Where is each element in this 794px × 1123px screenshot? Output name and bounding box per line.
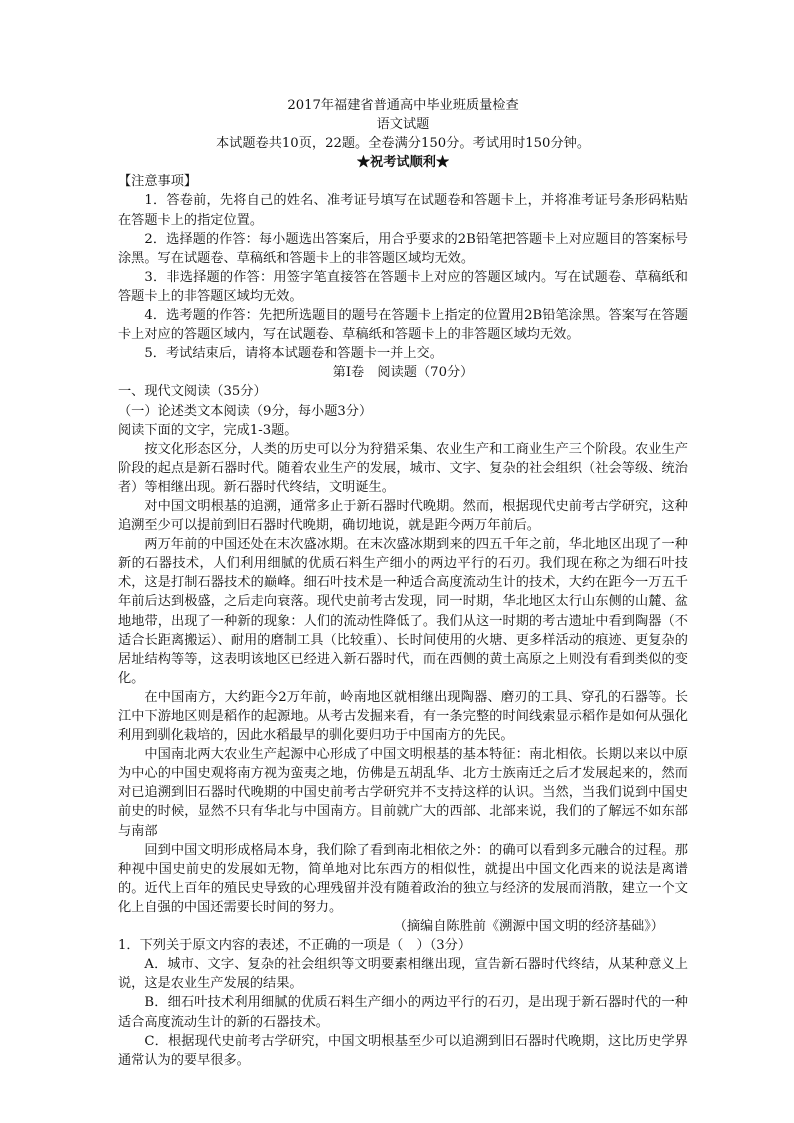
- volume-heading: 第Ⅰ卷 阅读题（70分）: [332, 365, 474, 381]
- sub-heading: （一）论述类文本阅读（9分，每小题3分）: [118, 403, 373, 419]
- article-paragraph-3: 两万年前的中国还处在末次盛冰期。在末次盛冰期到来的四五千年之前，华北地区出现了一种新的石器技术，人们利用细腻的优质石料生产细小的两边平行的石刃。我们现在称之为细石叶技术，这是打制石器技术的巅峰。细石叶技术是一种适合高度流动生计的技术，大约在距今一万五千年前后达到极盛，之后走向衰落。现代史前考古发现，同一时期，华北地区太行山东侧的山麓、盆地地带，出现了一种新的现象：人们的流动性降低了。我们从这一时期的考古遗址中看到陶器（不适合长距离搬运）、耐用的磨制工具（比较重）、长时间使用的火塘、更多样活动的痕迹、更复杂的居址结构等等，这表明该地区已经进入新石器时代，而在西侧的黄土高原之上则没有看到类似的变化。: [118, 537, 688, 686]
- article-paragraph-1: 按文化形态区分，人类的历史可以分为狩猎采集、农业生产和工商业生产三个阶段。农业生产阶段的起点是新石器时代。随着农业生产的发展，城市、文字、复杂的社会组织（社会等级、统治者）等相继出现。新石器时代终结，文明诞生。: [118, 441, 688, 495]
- exam-page: [118, 96, 688, 1070]
- exam-wish: ★祝考试顺利★: [356, 155, 450, 171]
- reading-instruction: 阅读下面的文字，完成1-3题。: [118, 422, 298, 438]
- exam-subtitle: 语文试题: [376, 117, 430, 133]
- notice-item-2: 2．选择题的作答：每小题选出答案后，用合乎要求的2B铅笔把答题卡上对应题目的答案标号涂黑。写在试题卷、草稿纸和答题卡上的非答题区域均无效。: [118, 231, 688, 266]
- part-heading: 一、现代文阅读（35分）: [118, 384, 267, 400]
- notice-item-1: 1．答卷前，先将自己的姓名、准考证号填写在试题卷和答题卡上，并将准考证号条形码粘贴在答题卡上的指定位置。: [118, 193, 688, 228]
- question-option-b: B．细石叶技术利用细腻的优质石料生产细小的两边平行的石刃，是出现于新石器时代的一种适合高度流动生计的新的石器技术。: [118, 995, 688, 1030]
- exam-info: 本试题卷共10页，22题。全卷满分150分。考试用时150分钟。: [215, 136, 591, 152]
- article-source: （摘编自陈胜前《溯源中国文明的经济基础》）: [393, 919, 664, 935]
- article-paragraph-6: 回到中国文明形成格局本身，我们除了看到南北相依之外：的确可以看到多元融合的过程。那种视中国史前史的发展如无物，简单地对比东西方的相似性，就提出中国文化西来的说法是离谱的。近代上百年的殖民史导致的心理残留并没有随着政治的独立与经济的发展而消散，建立一个文化上自强的中国还需要长时间的努力。: [118, 842, 688, 915]
- notice-item-5: 5．考试结束后，请将本试题卷和答题卡一并上交。: [144, 346, 443, 362]
- question-option-a: A．城市、文字、复杂的社会组织等文明要素相继出现，宣告新石器时代终结，从某种意义上说，这是农业生产发展的结果。: [118, 957, 688, 992]
- notice-heading: 【注意事项】: [118, 174, 198, 190]
- question-stem: 1．下列关于原文内容的表述，不正确的一项是（ ）（3分）: [118, 938, 472, 954]
- article-paragraph-5: 中国南北两大农业生产起源中心形成了中国文明根基的基本特征：南北相依。长期以来以中原为中心的中国史观将南方视为蛮夷之地，仿佛是五胡乱华、北方士族南迁之后才发展起来的，然而对已追溯到旧石器时代晚期的中国史前考古学研究并不支持这样的认识。当然，当我们说到中国史前史的时候，显然不只有华北与中国南方。目前就广大的西部、北部来说，我们的了解远不如东部与南部: [118, 747, 688, 839]
- article-paragraph-2: 对中国文明根基的追溯，通常多止于新石器时代晚期。然而，根据现代史前考古学研究，这种追溯至少可以提前到旧石器时代晚期，确切地说，就是距今两万年前后。: [118, 498, 688, 534]
- question-option-c: C．根据现代史前考古学研究，中国文明根基至少可以追溯到旧石器时代晚期，这比历史学界通常认为的要早很多。: [118, 1033, 688, 1068]
- notice-item-3: 3．非选择题的作答：用签字笔直接答在答题卡上对应的答题区域内。写在试题卷、草稿纸和答题卡上的非答题区域均无效。: [118, 269, 688, 304]
- exam-title: 2017年福建省普通高中毕业班质量检查: [287, 98, 519, 113]
- notice-item-4: 4．选考题的作答：先把所选题目的题号在答题卡上指定的位置用2B铅笔涂黑。答案写在答题卡上对应的答题区域内，写在试题卷、草稿纸和答题卡上的非答题区域均无效。: [118, 308, 688, 343]
- article-paragraph-4: 在中国南方，大约距今2万年前，岭南地区就相继出现陶器、磨刃的工具、穿孔的石器等。长江中下游地区则是稻作的起源地。从考古发掘来看，有一条完整的时间线索显示稻作是如何从强化利用到驯化栽培的，因此水稻最早的驯化要归功于中国南方的先民。: [118, 689, 688, 744]
